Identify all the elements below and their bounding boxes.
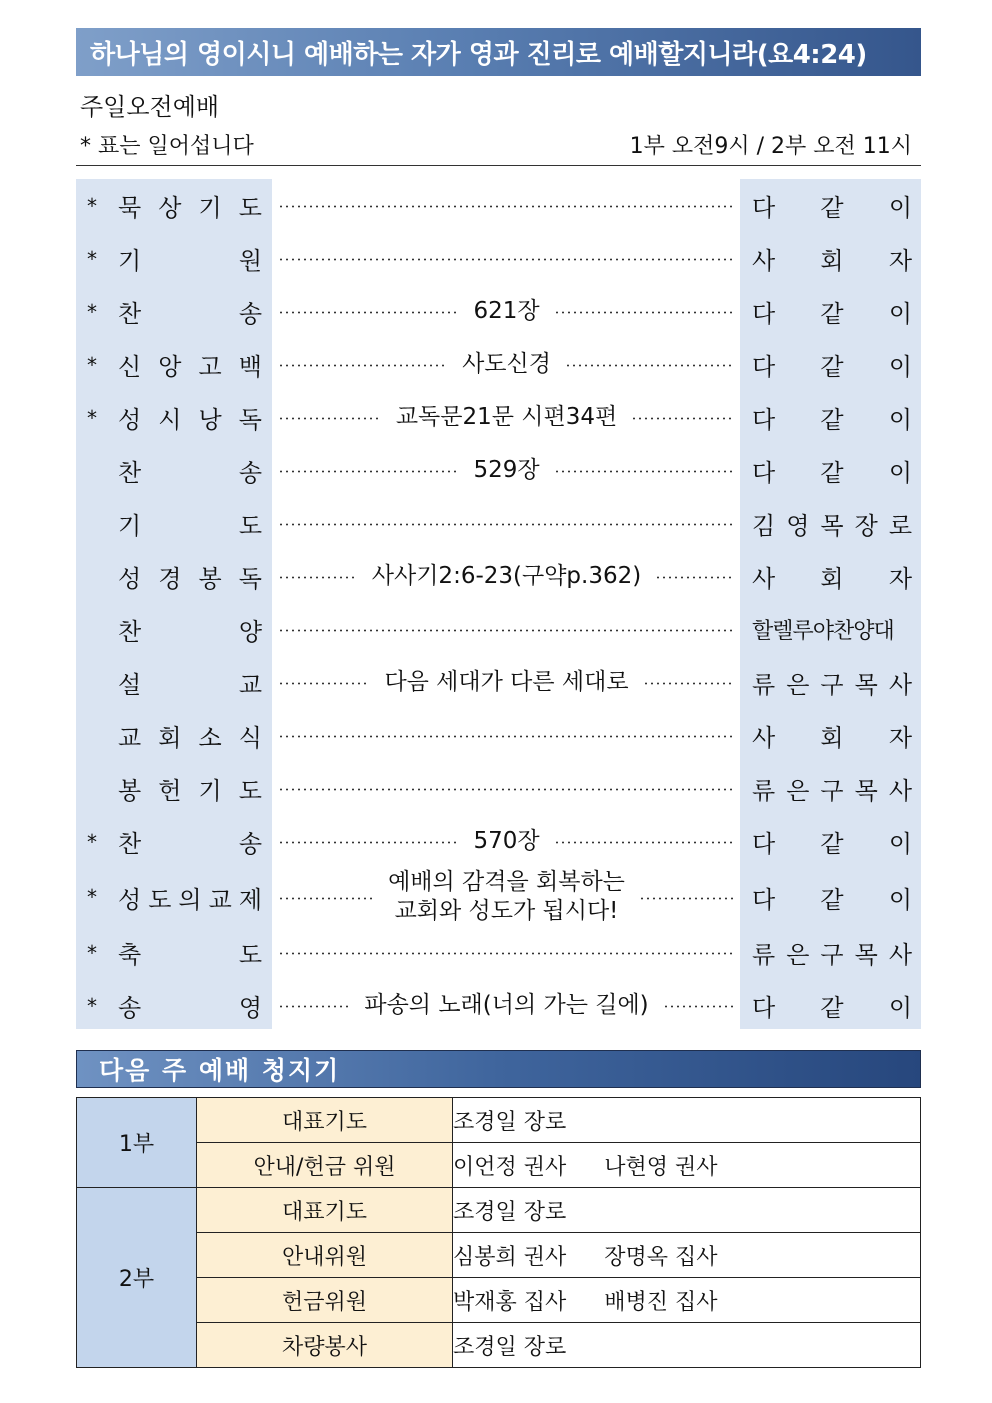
person-name: 심봉희 권사 <box>453 1244 567 1270</box>
leader-char: 다 <box>752 406 776 434</box>
leader-dots <box>278 897 374 900</box>
order-item-leader <box>752 762 912 815</box>
role-cell: 차량봉사 <box>197 1323 453 1368</box>
order-row <box>0 338 992 391</box>
dot-leader <box>278 815 735 868</box>
leader-dots <box>278 841 459 844</box>
next-week-table <box>76 1097 921 1368</box>
leader-dots <box>663 1005 735 1008</box>
table-row <box>77 1278 921 1323</box>
order-item-detail <box>374 868 639 926</box>
order-item-detail: 파송의 노래(너의 가는 길에) <box>364 992 649 1018</box>
leader-char: 같 <box>820 459 844 487</box>
item-char: 회 <box>158 724 182 752</box>
order-row <box>0 926 992 979</box>
item-char: 영 <box>238 994 262 1022</box>
dot-leader <box>278 444 735 497</box>
order-item-leader <box>752 815 912 868</box>
detail-line: 예배의 감격을 회복하는 <box>388 869 625 895</box>
item-char: 식 <box>238 724 262 752</box>
order-row <box>0 285 992 338</box>
dot-leader <box>278 926 735 979</box>
item-char: 앙 <box>158 353 182 381</box>
order-item-leader <box>752 232 912 285</box>
leader-char: 이 <box>888 353 912 381</box>
leader-char: 자 <box>888 565 912 593</box>
item-char: 의 <box>178 885 202 914</box>
order-of-worship <box>0 179 992 1032</box>
leader-char: 류 <box>752 941 776 969</box>
item-char: 경 <box>158 565 182 593</box>
leader-dots <box>278 417 382 420</box>
order-item-leader <box>752 497 912 550</box>
order-row <box>0 391 992 444</box>
standing-marker: * <box>87 246 97 271</box>
divider <box>76 165 921 166</box>
leader-dots <box>278 682 370 685</box>
order-row <box>0 815 992 868</box>
leader-char: 이 <box>888 830 912 858</box>
order-item-detail: 621장 <box>473 298 540 324</box>
order-item-detail: 570장 <box>473 828 540 854</box>
leader-char: 류 <box>752 671 776 699</box>
leader-dots <box>278 788 735 791</box>
item-char: 도 <box>148 885 172 914</box>
order-item-name <box>118 232 262 285</box>
leader-char: 은 <box>786 777 810 805</box>
leader-char: 장 <box>854 512 878 540</box>
order-row <box>0 709 992 762</box>
order-item-name <box>118 444 262 497</box>
order-item-leader <box>752 285 912 338</box>
item-char: 도 <box>238 777 262 805</box>
leader-dots <box>554 841 735 844</box>
item-char: 신 <box>118 353 142 381</box>
leader-char: 다 <box>752 459 776 487</box>
item-char: 교 <box>238 671 262 699</box>
item-char: 성 <box>118 406 142 434</box>
leader-char: 영 <box>786 512 810 540</box>
role-cell: 안내/헌금 위원 <box>197 1143 453 1188</box>
item-char: 송 <box>238 459 262 487</box>
item-char: 시 <box>158 406 182 434</box>
person-name: 조경일 장로 <box>453 1109 567 1135</box>
leader-char: 회 <box>820 565 844 593</box>
person-name: 조경일 장로 <box>453 1199 567 1225</box>
table-row <box>77 1143 921 1188</box>
dot-leader <box>278 550 735 603</box>
service-times: 1부 오전9시 / 2부 오전 11시 <box>629 134 912 159</box>
table-row <box>77 1233 921 1278</box>
leader-char: 은 <box>786 671 810 699</box>
order-item-name <box>118 656 262 709</box>
leader-char: 같 <box>820 300 844 328</box>
item-char: 찬 <box>118 300 142 328</box>
dot-leader <box>278 338 735 391</box>
leader-dots <box>565 364 735 367</box>
item-char: 송 <box>238 300 262 328</box>
item-char: 봉 <box>118 777 142 805</box>
order-item-name <box>118 868 262 926</box>
order-item-leader <box>752 868 912 926</box>
order-item-leader <box>752 926 912 979</box>
leader-char: 이 <box>888 194 912 222</box>
leader-char: 같 <box>820 830 844 858</box>
role-cell: 안내위원 <box>197 1233 453 1278</box>
part-label: 2부 <box>77 1188 197 1368</box>
leader-char: 구 <box>820 941 844 969</box>
item-char: 묵 <box>118 194 142 222</box>
order-row <box>0 762 992 815</box>
item-char: 기 <box>118 512 142 540</box>
person-name: 이언정 권사 <box>453 1154 567 1180</box>
leader-dots <box>278 576 358 579</box>
leader-char: 같 <box>820 885 844 914</box>
order-item-leader: 할렐루야찬양대 <box>752 619 894 644</box>
standing-note: * 표는 일어섭니다 <box>80 134 254 159</box>
item-char: 교 <box>118 724 142 752</box>
leader-char: 자 <box>888 247 912 275</box>
leader-dots <box>639 897 735 900</box>
order-item-name <box>118 391 262 444</box>
leader-dots <box>278 311 459 314</box>
item-char: 소 <box>198 724 222 752</box>
dot-leader <box>278 232 735 285</box>
leader-dots <box>554 470 735 473</box>
table-row <box>77 1323 921 1368</box>
order-item-name <box>118 815 262 868</box>
leader-dots <box>278 523 735 526</box>
leader-char: 회 <box>820 247 844 275</box>
leader-char: 목 <box>854 777 878 805</box>
order-item-name <box>118 285 262 338</box>
table-row <box>77 1188 921 1233</box>
order-item-name <box>118 926 262 979</box>
standing-marker: * <box>87 885 97 909</box>
leader-char: 로 <box>888 512 912 540</box>
leader-char: 같 <box>820 353 844 381</box>
order-item-name <box>118 497 262 550</box>
item-char: 헌 <box>158 777 182 805</box>
leader-char: 다 <box>752 194 776 222</box>
item-char: 제 <box>238 885 262 914</box>
leader-char: 목 <box>854 671 878 699</box>
standing-marker: * <box>87 940 97 965</box>
next-week-title: 다음 주 예배 청지기 <box>76 1050 921 1088</box>
role-cell: 헌금위원 <box>197 1278 453 1323</box>
leader-char: 이 <box>888 994 912 1022</box>
leader-dots <box>278 258 735 261</box>
order-item-leader <box>752 179 912 232</box>
order-row <box>0 497 992 550</box>
dot-leader <box>278 285 735 338</box>
leader-dots <box>278 735 735 738</box>
leader-char: 구 <box>820 671 844 699</box>
order-item-leader <box>752 656 912 709</box>
leader-char: 다 <box>752 885 776 914</box>
item-char: 기 <box>198 777 222 805</box>
item-char: 원 <box>238 247 262 275</box>
item-char: 낭 <box>198 406 222 434</box>
leader-char: 목 <box>820 512 844 540</box>
dot-leader <box>278 179 735 232</box>
header-banner: 하나님의 영이시니 예배하는 자가 영과 진리로 예배할지니라(요4:24) <box>76 28 921 76</box>
order-item-leader <box>752 444 912 497</box>
leader-dots <box>278 629 735 632</box>
leader-dots <box>278 952 735 955</box>
item-char: 송 <box>118 994 142 1022</box>
order-item-name <box>118 550 262 603</box>
leader-dots <box>278 205 735 208</box>
order-item-detail: 사사기2:6-23(구약p.362) <box>371 563 642 589</box>
leader-char: 이 <box>888 406 912 434</box>
order-item-leader <box>752 709 912 762</box>
item-char: 송 <box>238 830 262 858</box>
leader-char: 목 <box>854 941 878 969</box>
standing-marker: * <box>87 993 97 1018</box>
item-char: 성 <box>118 885 142 914</box>
item-char: 상 <box>158 194 182 222</box>
standing-marker: * <box>87 829 97 854</box>
item-char: 기 <box>118 247 142 275</box>
leader-dots <box>278 364 448 367</box>
item-char: 찬 <box>118 830 142 858</box>
order-row <box>0 232 992 285</box>
leader-char: 자 <box>888 724 912 752</box>
leader-dots <box>631 417 735 420</box>
names-cell <box>453 1098 921 1143</box>
dot-leader <box>278 391 735 444</box>
leader-char: 회 <box>820 724 844 752</box>
item-char: 설 <box>118 671 142 699</box>
detail-line: 교회와 성도가 됩시다! <box>394 898 619 924</box>
item-char: 도 <box>238 941 262 969</box>
names-cell <box>453 1323 921 1368</box>
names-cell <box>453 1233 921 1278</box>
part-label: 1부 <box>77 1098 197 1188</box>
leader-char: 다 <box>752 994 776 1022</box>
order-item-leader <box>752 391 912 444</box>
order-row <box>0 979 992 1032</box>
order-item-detail: 교독문21문 시편34편 <box>395 404 618 430</box>
order-item-name <box>118 338 262 391</box>
leader-char: 다 <box>752 300 776 328</box>
leader-char: 같 <box>820 194 844 222</box>
standing-marker: * <box>87 405 97 430</box>
order-item-name <box>118 179 262 232</box>
leader-char: 이 <box>888 300 912 328</box>
names-cell <box>453 1188 921 1233</box>
order-item-leader <box>752 550 912 603</box>
order-item-detail: 사도신경 <box>462 351 551 377</box>
leader-char: 김 <box>752 512 776 540</box>
leader-dots <box>655 576 735 579</box>
item-char: 도 <box>238 194 262 222</box>
order-item-name <box>118 603 262 656</box>
dot-leader <box>278 762 735 815</box>
order-item-detail: 다음 세대가 다른 세대로 <box>384 669 629 695</box>
leader-dots <box>278 470 459 473</box>
person-name: 조경일 장로 <box>453 1334 567 1360</box>
leader-dots <box>643 682 735 685</box>
leader-char: 사 <box>752 247 776 275</box>
leader-char: 같 <box>820 994 844 1022</box>
item-char: 백 <box>238 353 262 381</box>
table-row <box>77 1098 921 1143</box>
names-cell <box>453 1278 921 1323</box>
item-char: 성 <box>118 565 142 593</box>
leader-dots <box>554 311 735 314</box>
person-name: 나현영 권사 <box>604 1154 718 1180</box>
item-char: 독 <box>238 406 262 434</box>
dot-leader <box>278 979 735 1032</box>
names-cell <box>453 1143 921 1188</box>
leader-char: 사 <box>752 724 776 752</box>
order-row <box>0 603 992 656</box>
dot-leader <box>278 656 735 709</box>
order-row <box>0 444 992 497</box>
order-item-leader <box>752 338 912 391</box>
item-char: 양 <box>238 618 262 646</box>
order-item-name <box>118 709 262 762</box>
person-name: 장명옥 집사 <box>604 1244 718 1270</box>
leader-char: 사 <box>752 565 776 593</box>
leader-char: 다 <box>752 830 776 858</box>
dot-leader <box>278 868 735 926</box>
role-cell: 대표기도 <box>197 1188 453 1233</box>
leader-char: 류 <box>752 777 776 805</box>
leader-char: 사 <box>888 777 912 805</box>
order-row <box>0 656 992 709</box>
item-char: 봉 <box>198 565 222 593</box>
item-char: 독 <box>238 565 262 593</box>
standing-marker: * <box>87 193 97 218</box>
dot-leader <box>278 603 735 656</box>
leader-char: 이 <box>888 885 912 914</box>
leader-char: 이 <box>888 459 912 487</box>
order-row <box>0 868 992 926</box>
role-cell: 대표기도 <box>197 1098 453 1143</box>
person-name: 박재홍 집사 <box>453 1289 567 1315</box>
order-item-name <box>118 762 262 815</box>
service-title: 주일오전예배 <box>80 93 220 121</box>
item-char: 도 <box>238 512 262 540</box>
item-char: 축 <box>118 941 142 969</box>
leader-char: 같 <box>820 406 844 434</box>
dot-leader <box>278 709 735 762</box>
item-char: 찬 <box>118 459 142 487</box>
order-row <box>0 550 992 603</box>
item-char: 찬 <box>118 618 142 646</box>
order-item-name <box>118 979 262 1032</box>
order-item-detail: 529장 <box>473 457 540 483</box>
dot-leader <box>278 497 735 550</box>
leader-char: 사 <box>888 671 912 699</box>
leader-char: 은 <box>786 941 810 969</box>
order-row <box>0 179 992 232</box>
leader-char: 다 <box>752 353 776 381</box>
order-item-leader <box>752 979 912 1032</box>
leader-char: 사 <box>888 941 912 969</box>
item-char: 고 <box>198 353 222 381</box>
item-char: 교 <box>208 885 232 914</box>
item-char: 기 <box>198 194 222 222</box>
person-name: 배병진 집사 <box>604 1289 718 1315</box>
leader-dots <box>278 1005 350 1008</box>
standing-marker: * <box>87 352 97 377</box>
leader-char: 구 <box>820 777 844 805</box>
standing-marker: * <box>87 299 97 324</box>
